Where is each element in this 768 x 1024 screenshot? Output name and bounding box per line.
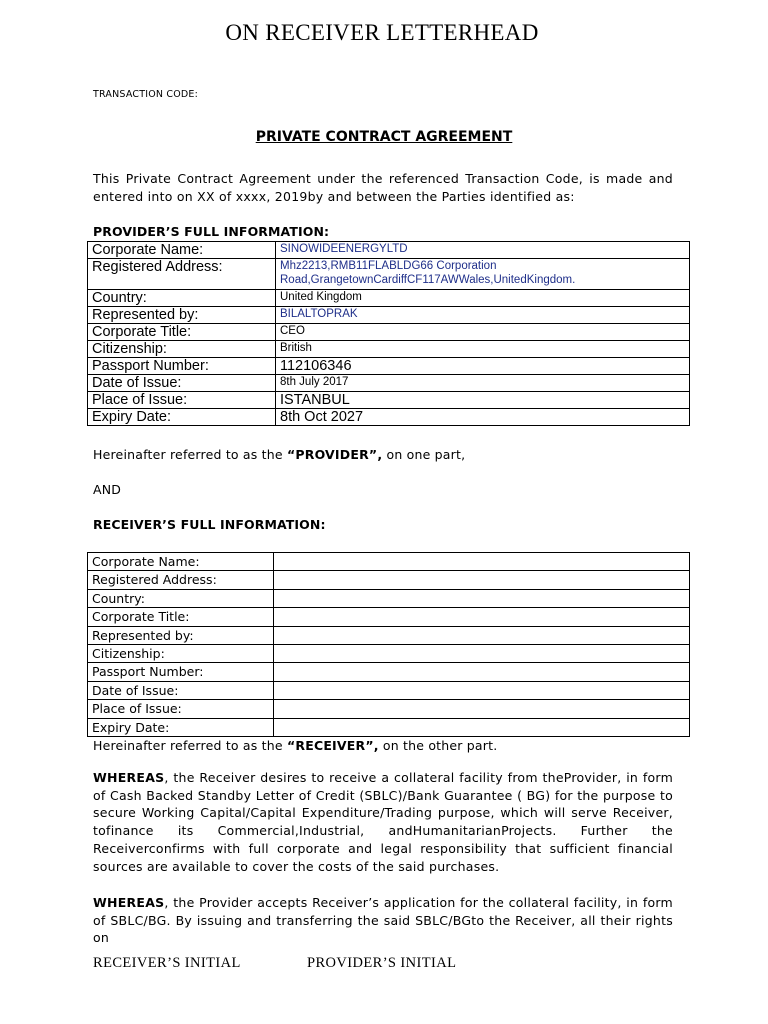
referred-suffix: on one part,	[382, 447, 466, 462]
row-value	[274, 626, 690, 644]
row-label: Expiry Date:	[88, 409, 276, 426]
row-value	[274, 700, 690, 718]
table-row	[88, 608, 690, 626]
row-value: Mhz2213,RMB11FLABLDG66 Corporation Road,GrangetownCardiffCF117AWWales,UnitedKingdom.	[276, 259, 690, 290]
table-row	[88, 626, 690, 644]
row-value: BILALTOPRAK	[276, 307, 690, 324]
row-value: 8th July 2017	[276, 375, 690, 392]
row-value: ISTANBUL	[276, 392, 690, 409]
provider-term: “PROVIDER”,	[286, 447, 383, 462]
row-value	[274, 681, 690, 699]
table-row	[88, 242, 690, 259]
row-label: Passport Number:	[88, 663, 274, 681]
row-value: 112106346	[276, 358, 690, 375]
table-row	[88, 553, 690, 571]
receiver-initial-label: RECEIVER’S INITIAL	[93, 955, 241, 971]
row-value	[274, 571, 690, 589]
table-row	[88, 375, 690, 392]
row-label: Expiry Date:	[88, 718, 274, 736]
row-value	[274, 589, 690, 607]
document-title: PRIVATE CONTRACT AGREEMENT	[255, 129, 513, 145]
table-row	[88, 409, 690, 426]
row-label: Date of Issue:	[88, 681, 274, 699]
row-label: Place of Issue:	[88, 700, 274, 718]
referred-prefix: Hereinafter referred to as the	[93, 738, 287, 753]
table-row	[88, 290, 690, 307]
row-value: British	[276, 341, 690, 358]
row-label: Corporate Name:	[88, 553, 274, 571]
row-label: Represented by:	[88, 626, 274, 644]
referred-suffix: on the other part.	[378, 738, 498, 753]
table-row	[88, 341, 690, 358]
provider-info-table	[87, 241, 690, 426]
row-label: Country:	[88, 290, 276, 307]
whereas-paragraph-2	[93, 894, 673, 947]
receiver-referred-line	[93, 738, 497, 753]
row-value	[274, 663, 690, 681]
row-label: Represented by:	[88, 307, 276, 324]
row-label: Passport Number:	[88, 358, 276, 375]
table-row	[88, 663, 690, 681]
row-value: SINOWIDEENERGYLTD	[276, 242, 690, 259]
row-label: Country:	[88, 589, 274, 607]
row-label: Citizenship:	[88, 644, 274, 662]
table-row	[88, 307, 690, 324]
whereas-paragraph-1	[93, 769, 673, 875]
row-value	[274, 608, 690, 626]
table-row	[88, 259, 690, 290]
table-row	[88, 392, 690, 409]
table-row	[88, 681, 690, 699]
provider-initial-label: PROVIDER’S INITIAL	[307, 955, 457, 971]
whereas-text: , the Receiver desires to receive a collateral facility from theProvider, in form of Cash Backed Standby Letter of Credit (SBLC)/Bank Guarantee ( BG) for the purpose to secure Working Capital/Capital Expenditure/Trading purpose, which will serve Receiver, tofinance its Commercial,Industrial, andHumanitarianProjects. Further the Receiverconfirms with full corporate and legal responsibility that sufficient financial sources are available to cover the costs of the said purchases.	[93, 770, 673, 874]
whereas-lead: WHEREAS	[93, 895, 165, 910]
row-label: Registered Address:	[88, 571, 274, 589]
whereas-text: , the Provider accepts Receiver’s application for the collateral facility, in form of SBLC/BG. By issuing and transferring the said SBLC/BGto the Receiver, all their rights on	[93, 895, 673, 946]
row-label: Place of Issue:	[88, 392, 276, 409]
table-row	[88, 589, 690, 607]
row-value	[274, 718, 690, 736]
table-row	[88, 700, 690, 718]
intro-paragraph: This Private Contract Agreement under the referenced Transaction Code, is made and entered into on XX of xxxx, 2019by and between the Parties identified as:	[93, 171, 673, 204]
table-row	[88, 324, 690, 341]
table-row	[88, 571, 690, 589]
row-value: CEO	[276, 324, 690, 341]
receiver-heading: RECEIVER’S FULL INFORMATION:	[93, 517, 326, 532]
row-value	[274, 644, 690, 662]
receiver-info-table	[87, 552, 690, 737]
provider-referred-line	[93, 447, 465, 462]
table-row	[88, 358, 690, 375]
row-label: Citizenship:	[88, 341, 276, 358]
row-value: 8th Oct 2027	[276, 409, 690, 426]
table-row	[88, 718, 690, 736]
row-label: Corporate Name:	[88, 242, 276, 259]
receiver-term: “RECEIVER”,	[286, 738, 379, 753]
whereas-lead: WHEREAS	[93, 770, 165, 785]
table-row	[88, 644, 690, 662]
row-value: United Kingdom	[276, 290, 690, 307]
row-value	[274, 553, 690, 571]
and-text: AND	[93, 482, 122, 497]
row-label: Date of Issue:	[88, 375, 276, 392]
transaction-code-label: TRANSACTION CODE:	[93, 89, 199, 100]
provider-heading: PROVIDER’S FULL INFORMATION:	[93, 224, 330, 239]
row-label: Corporate Title:	[88, 324, 276, 341]
referred-prefix: Hereinafter referred to as the	[93, 447, 287, 462]
letterhead-title: ON RECEIVER LETTERHEAD	[225, 20, 539, 45]
row-label: Corporate Title:	[88, 608, 274, 626]
row-label: Registered Address:	[88, 259, 276, 290]
